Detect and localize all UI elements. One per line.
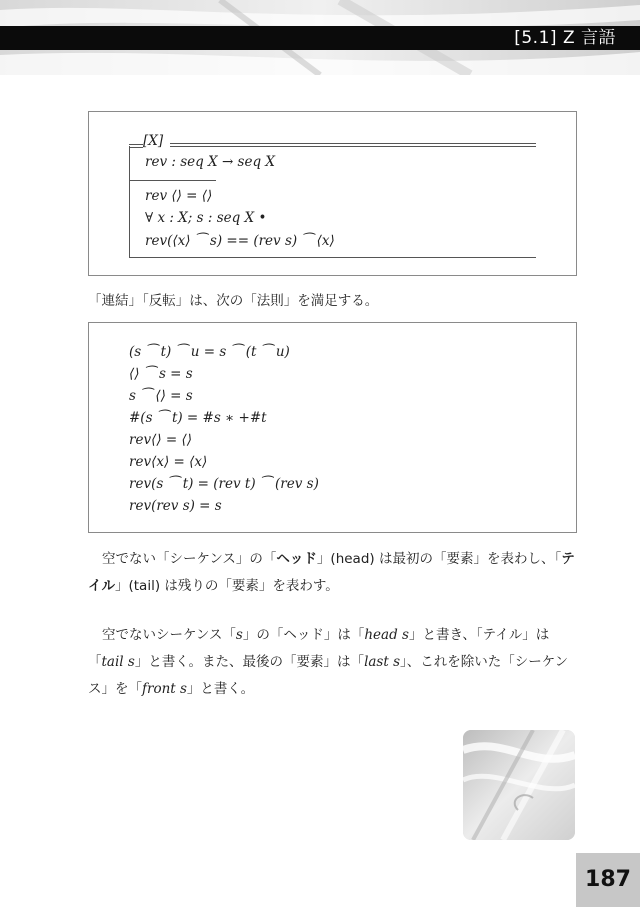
text-run: 」と書く。また、最後の「要素」は「 bbox=[134, 654, 365, 670]
math-head-s: head s bbox=[364, 627, 409, 643]
head-tail-paragraph bbox=[88, 546, 578, 600]
page-number: 187 bbox=[585, 867, 631, 892]
signature-divider bbox=[129, 180, 216, 181]
text-run: 空でないシーケンス「 bbox=[102, 627, 236, 643]
law-line: rev(s ⁀ t) = (rev t) ⁀ (rev s) bbox=[129, 476, 319, 492]
law-line: #(s ⁀ t) = #s ∗ +#t bbox=[129, 410, 267, 426]
law-line: rev⟨x⟩ = ⟨x⟩ bbox=[129, 454, 208, 470]
math-last-s: last s bbox=[364, 654, 401, 670]
decorative-image bbox=[463, 730, 575, 840]
axiom-line: ∀ x : X; s : seq X • bbox=[145, 210, 267, 226]
text-run: 空でない「シーケンス」の「 bbox=[102, 551, 277, 567]
text-run: 」の「ヘッド」は「 bbox=[242, 627, 365, 643]
notation-paragraph bbox=[88, 622, 578, 703]
text-run: 」(tail) は残りの「要素」を表わす。 bbox=[115, 578, 339, 594]
law-line: rev(rev s) = s bbox=[129, 498, 222, 514]
text-run: 」、これを除いた「シーケンス」を「 bbox=[88, 654, 569, 697]
math-front-s: front s bbox=[142, 681, 187, 697]
signature: rev : seq X → seq X bbox=[145, 154, 276, 170]
decorative-graphic bbox=[463, 730, 575, 840]
term-head: ヘッド bbox=[276, 551, 317, 567]
schema-double-line-top bbox=[170, 146, 536, 147]
law-line: rev⟨⟩ = ⟨⟩ bbox=[129, 432, 193, 448]
intro-paragraph: 「連結」「反転」は、次の「法則」を満足する。 bbox=[88, 293, 379, 309]
schema-double-line-top bbox=[129, 144, 143, 145]
text-run: 」(head) は最初の「要素」を表わし、「 bbox=[316, 551, 562, 567]
math-tail-s: tail s bbox=[101, 654, 135, 670]
chapter-title: [5.1] Z 言語 bbox=[514, 28, 616, 48]
schema-double-line-top bbox=[129, 147, 143, 148]
schema-double-line-top bbox=[170, 143, 536, 144]
schema-bottom-line bbox=[129, 257, 536, 258]
text-run: 」と書き、「テイル」は「 bbox=[88, 627, 550, 670]
term-tail: テイル bbox=[88, 551, 575, 594]
schema-left-border bbox=[129, 146, 130, 257]
text-run: 」と書く。 bbox=[186, 681, 255, 697]
math-s: s bbox=[235, 627, 243, 643]
axiom-line: rev(⟨x⟩ ⁀ s) == (rev s) ⁀ ⟨x⟩ bbox=[145, 233, 335, 249]
generic-parameter: [X] bbox=[143, 133, 164, 149]
law-line: s ⁀ ⟨⟩ = s bbox=[129, 388, 193, 404]
law-line: (s ⁀ t) ⁀ u = s ⁀ (t ⁀ u) bbox=[129, 344, 290, 360]
axiom-line: rev ⟨⟩ = ⟨⟩ bbox=[145, 188, 213, 204]
law-line: ⟨⟩ ⁀ s = s bbox=[129, 366, 193, 382]
